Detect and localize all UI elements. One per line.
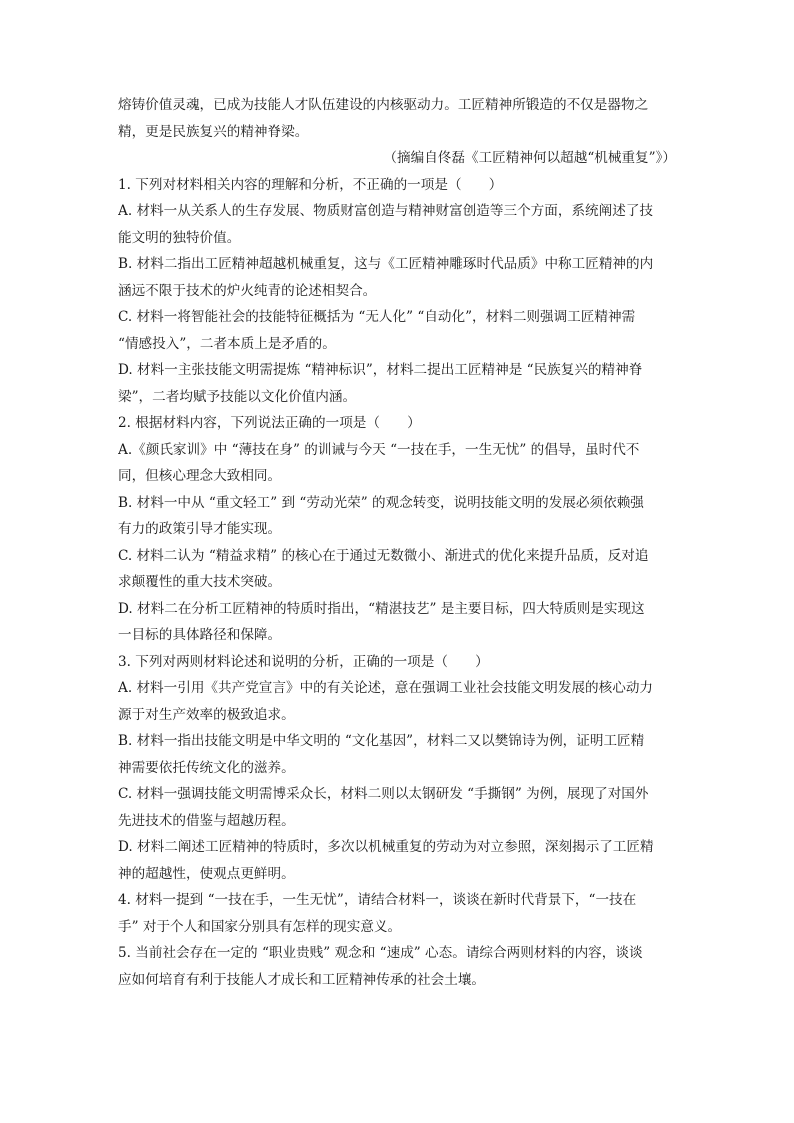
q3-option-c-line-2: 先进技术的借鉴与超越历程。 xyxy=(118,812,295,829)
q2-option-d-line-1: D. 材料二在分析工匠精神的特质时指出，“精湛技艺” 是主要目标，四大特质则是实现这 xyxy=(118,600,645,617)
question-1-stem: 1. 下列对材料相关内容的理解和分析，不正确的一项是（ ） xyxy=(118,176,503,193)
q3-option-b-line-1: B. 材料一指出技能文明是中华文明的 “文化基因”，材料二又以樊锦诗为例，证明工匠精 xyxy=(118,733,645,749)
q1-option-b-line-2: 涵远不限于技术的炉火纯青的论述相契合。 xyxy=(118,282,377,299)
document-page xyxy=(118,92,676,993)
q1-option-d-line-2: 梁”，二者均赋予技能以文化价值内涵。 xyxy=(118,388,357,405)
q3-option-d-line-2: 神的超越性，使观点更鲜明。 xyxy=(118,865,295,882)
q3-option-c-line-1: C. 材料一强调技能文明需博采众长，材料二则以太钢研发 “手撕钢” 为例，展现了对国外 xyxy=(118,786,649,802)
source-citation: （摘编自佟磊《工匠精神何以超越“机械重复”》） xyxy=(383,150,676,166)
q1-option-b-line-1: B. 材料二指出工匠精神超越机械重复，这与《工匠精神雕琢时代品质》中称工匠精神的内 xyxy=(118,256,654,272)
question-5-stem-line-1: 5. 当前社会存在一定的 “职业贵贱” 观念和 “速成” 心态。请综合两则材料的内容，谈谈 xyxy=(118,945,643,961)
q2-option-c-line-2: 求颠覆性的重大技术突破。 xyxy=(118,574,282,590)
question-4-stem-line-2: 手” 对于个人和国家分别具有怎样的现实意义。 xyxy=(118,918,402,935)
q1-option-d-line-1: D. 材料一主张技能文明需提炼 “精神标识”，材料二提出工匠精神是 “民族复兴的精神脊 xyxy=(118,362,643,378)
q1-option-a-line-2: 能文明的独特价值。 xyxy=(118,229,241,246)
q2-option-c-line-1: C. 材料二认为 “精益求精” 的核心在于通过无数微小、渐进式的优化来提升品质，反对追 xyxy=(118,547,649,564)
q1-option-c-line-1: C. 材料一将智能社会的技能特征概括为 “无人化” “自动化”，材料二则强调工匠精神需 xyxy=(118,309,636,325)
question-3-stem: 3. 下列对两则材料论述和说明的分析，正确的一项是（ ） xyxy=(118,653,489,670)
question-2-stem: 2. 根据材料内容，下列说法正确的一项是（ ） xyxy=(118,415,421,431)
q2-option-d-line-2: 一目标的具体路径和保障。 xyxy=(118,627,282,643)
question-4-stem-line-1: 4. 材料一提到 “一技在手，一生无忧”，请结合材料一，谈谈在新时代背景下，“一技在 xyxy=(118,892,637,908)
q1-option-a-line-1: A. 材料一从关系人的生存发展、物质财富创造与精神财富创造等三个方面，系统阐述了技 xyxy=(118,203,654,219)
q2-option-b-line-2: 有力的政策引导才能实现。 xyxy=(118,521,282,537)
intro-line-2: 精，更是民族复兴的精神脊梁。 xyxy=(118,123,309,140)
q3-option-a-line-2: 源于对生产效率的极致追求。 xyxy=(118,706,295,723)
intro-line-1: 熔铸价值灵魂，已成为技能人才队伍建设的内核驱动力。工匠精神所锻造的不仅是器物之 xyxy=(118,97,649,113)
q3-option-d-line-1: D. 材料二阐述工匠精神的特质时，多次以机械重复的劳动为对立参照，深刻揭示了工匠精 xyxy=(118,839,654,855)
q2-option-a-line-2: 同，但核心理念大致相同。 xyxy=(118,468,282,484)
q2-option-a-line-1: A.《颜氏家训》中 “薄技在身” 的训诫与今天 “一技在手，一生无忧” 的倡导，虽时代不 xyxy=(118,441,640,458)
q2-option-b-line-1: B. 材料一中从 “重文轻工” 到 “劳动光荣” 的观念转变，说明技能文明的发展必须依赖强 xyxy=(118,494,644,511)
q3-option-a-line-1: A. 材料一引用《共产党宣言》中的有关论述，意在强调工业社会技能文明发展的核心动力 xyxy=(118,680,654,696)
question-5-stem-line-2: 应如何培育有利于技能人才成长和工匠精神传承的社会土壤。 xyxy=(118,971,486,988)
q3-option-b-line-2: 神需要依托传统文化的滋养。 xyxy=(118,759,295,776)
q1-option-c-line-2: “情感投入”，二者本质上是矛盾的。 xyxy=(118,335,336,352)
